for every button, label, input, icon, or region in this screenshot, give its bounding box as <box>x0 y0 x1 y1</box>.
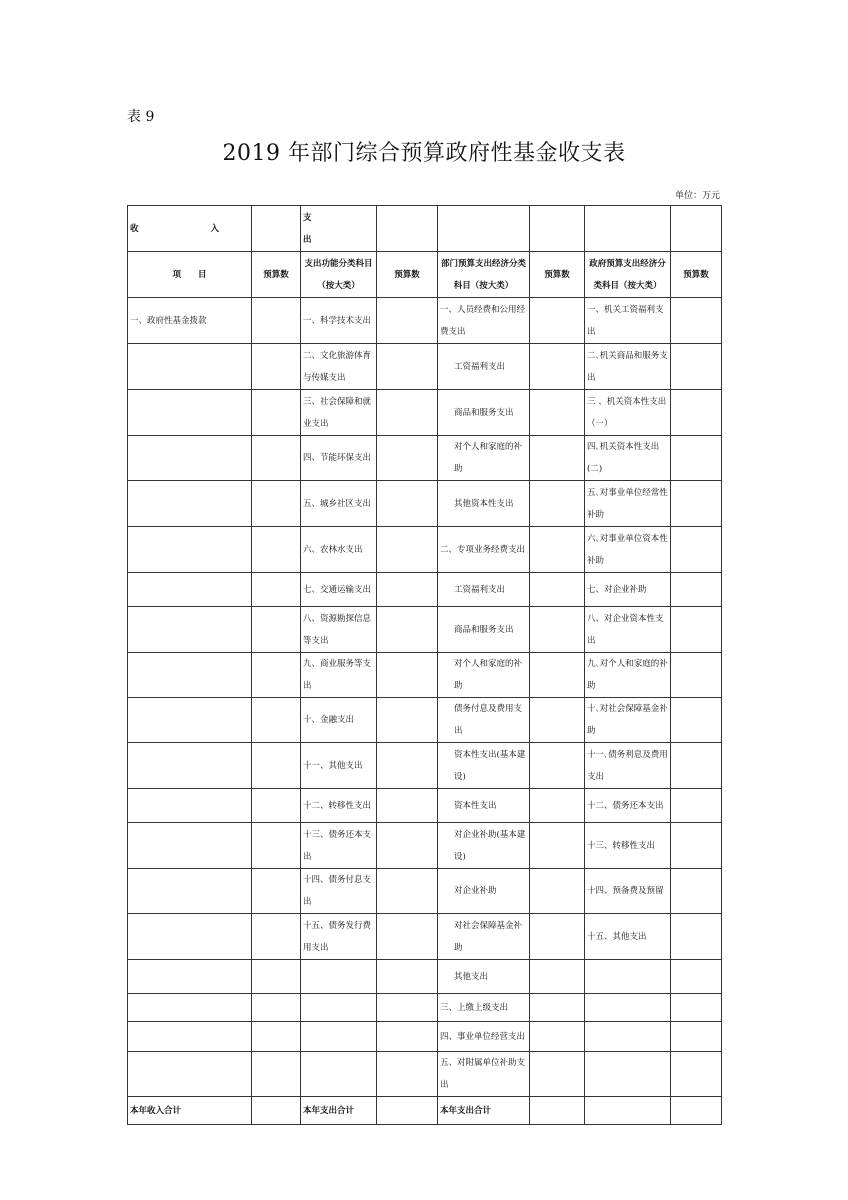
dept-econ-cell: 资本性支出 <box>438 789 530 823</box>
dept-econ-cell: 三、上缴上级支出 <box>438 994 530 1022</box>
dept-econ-cell: 四、事业单位经营支出 <box>438 1022 530 1052</box>
table-row <box>128 436 722 481</box>
func-class-cell: 一、科学技术支出 <box>301 298 377 344</box>
gov-budget-cell <box>671 573 722 607</box>
dept-budget-cell <box>530 789 585 823</box>
table-row <box>128 390 722 436</box>
col-header-budget-4: 预算数 <box>671 252 722 298</box>
dept-budget-cell <box>530 573 585 607</box>
dept-budget-cell <box>530 481 585 527</box>
dept-budget-cell <box>530 994 585 1022</box>
income-item-cell <box>128 527 252 573</box>
gov-budget-cell <box>671 823 722 869</box>
gov-econ-cell: 六､对事业单位资本性补助 <box>585 527 671 573</box>
dept-budget-cell <box>530 823 585 869</box>
gov-econ-cell <box>585 1052 671 1097</box>
income-item-cell <box>128 344 252 390</box>
table-row <box>128 1052 722 1097</box>
func-budget-cell <box>377 436 438 481</box>
income-item-cell <box>128 869 252 914</box>
gov-budget-cell <box>671 481 722 527</box>
gov-econ-cell: 十一､债务利息及费用支出 <box>585 743 671 789</box>
dept-econ-cell: 其他资本性支出 <box>438 481 530 527</box>
total-dept-budget <box>530 1097 585 1125</box>
gov-econ-cell: 十二、债务还本支出 <box>585 789 671 823</box>
gov-econ-cell: 九､对个人和家庭的补助 <box>585 653 671 698</box>
func-class-cell <box>301 1052 377 1097</box>
income-item-cell <box>128 743 252 789</box>
gov-budget-cell <box>671 1022 722 1052</box>
func-class-cell: 十、金融支出 <box>301 698 377 743</box>
income-budget-cell <box>252 960 301 994</box>
gov-econ-cell: 五､对事业单位经常性补助 <box>585 481 671 527</box>
table-row <box>128 789 722 823</box>
dept-econ-cell: 对企业补助(基本建设) <box>438 823 530 869</box>
gov-econ-cell: 一、机关工资福利支出 <box>585 298 671 344</box>
total-func-label: 本年支出合计 <box>301 1097 377 1125</box>
dept-budget-cell <box>530 1052 585 1097</box>
income-item-cell <box>128 607 252 653</box>
func-budget-cell <box>377 743 438 789</box>
func-budget-cell <box>377 653 438 698</box>
income-budget-cell <box>252 698 301 743</box>
func-budget-cell <box>377 390 438 436</box>
dept-budget-cell <box>530 743 585 789</box>
income-budget-cell <box>252 869 301 914</box>
gov-econ-cell: 十四、预备费及预留 <box>585 869 671 914</box>
income-item-cell <box>128 1052 252 1097</box>
col-header-func-class: 支出功能分类科目（按大类） <box>301 252 377 298</box>
gov-budget-cell <box>671 743 722 789</box>
gov-econ-cell: 七、对企业补助 <box>585 573 671 607</box>
gov-budget-cell <box>671 914 722 960</box>
col-header-gov-econ-class: 政府预算支出经济分类科目（按大类） <box>585 252 671 298</box>
income-budget-cell <box>252 573 301 607</box>
income-budget-cell <box>252 914 301 960</box>
income-budget-cell <box>252 1022 301 1052</box>
func-class-cell: 二、文化旅游体育与传媒支出 <box>301 344 377 390</box>
dept-budget-cell <box>530 298 585 344</box>
gov-budget-cell <box>671 960 722 994</box>
table-row <box>128 573 722 607</box>
dept-econ-cell: 债务付息及费用支出 <box>438 698 530 743</box>
income-item-cell <box>128 994 252 1022</box>
income-budget-cell <box>252 607 301 653</box>
budget-table <box>127 205 722 1125</box>
func-budget-cell <box>377 573 438 607</box>
func-budget-cell <box>377 789 438 823</box>
income-header-cell <box>128 206 252 252</box>
total-income-label: 本年收入合计 <box>128 1097 252 1125</box>
gov-econ-cell: 二､机关商品和服务支出 <box>585 344 671 390</box>
gov-econ-cell: 十五、其他支出 <box>585 914 671 960</box>
gov-econ-cell: 三 、机关资本性支出（一） <box>585 390 671 436</box>
dept-econ-cell: 对社会保障基金补助 <box>438 914 530 960</box>
gov-econ-cell <box>585 994 671 1022</box>
income-budget-cell <box>252 1052 301 1097</box>
income-item-cell <box>128 436 252 481</box>
col-header-dept-econ-class: 部门预算支出经济分类科目（按大类） <box>438 252 530 298</box>
gov-budget-cell <box>671 653 722 698</box>
income-budget-cell <box>252 743 301 789</box>
col-header-budget-2: 预算数 <box>377 252 438 298</box>
income-item-cell <box>128 390 252 436</box>
gov-econ-cell <box>585 960 671 994</box>
income-item-cell <box>128 698 252 743</box>
dept-econ-cell: 其他支出 <box>438 960 530 994</box>
func-budget-cell <box>377 481 438 527</box>
func-class-cell: 八、资源勘探信息等支出 <box>301 607 377 653</box>
func-budget-cell <box>377 344 438 390</box>
table-row <box>128 1022 722 1052</box>
dept-econ-cell: 商品和服务支出 <box>438 390 530 436</box>
dept-budget-cell <box>530 1022 585 1052</box>
dept-budget-cell <box>530 607 585 653</box>
gov-budget-cell <box>671 698 722 743</box>
table-row <box>128 914 722 960</box>
gov-budget-cell <box>671 607 722 653</box>
func-class-cell: 十三、债务还本支出 <box>301 823 377 869</box>
func-class-cell <box>301 1022 377 1052</box>
gov-budget-cell <box>671 869 722 914</box>
income-item-cell <box>128 789 252 823</box>
col-header-budget-3: 预算数 <box>530 252 585 298</box>
gov-econ-cell: 八、对企业资本性支出 <box>585 607 671 653</box>
gov-budget-cell <box>671 527 722 573</box>
func-budget-cell <box>377 698 438 743</box>
expense-char-1: 支 <box>303 212 312 223</box>
income-char-2: 入 <box>210 223 219 234</box>
total-gov-budget <box>671 1097 722 1125</box>
func-budget-cell <box>377 914 438 960</box>
total-gov-label <box>585 1097 671 1125</box>
dept-budget-cell <box>530 653 585 698</box>
income-item-cell <box>128 960 252 994</box>
dept-econ-cell: 二、专项业务经费支出 <box>438 527 530 573</box>
table-row <box>128 344 722 390</box>
total-income-budget <box>252 1097 301 1125</box>
table-row <box>128 481 722 527</box>
dept-econ-cell: 工资福利支出 <box>438 573 530 607</box>
dept-budget-cell <box>530 869 585 914</box>
income-item-cell <box>128 914 252 960</box>
gov-econ-cell: 十三、转移性支出 <box>585 823 671 869</box>
table-row <box>128 607 722 653</box>
func-class-cell: 五、城乡社区支出 <box>301 481 377 527</box>
dept-econ-cell: 商品和服务支出 <box>438 607 530 653</box>
dept-budget-cell <box>530 436 585 481</box>
func-class-cell: 九、商业服务等支出 <box>301 653 377 698</box>
dept-econ-cell: 资本性支出(基本建设) <box>438 743 530 789</box>
income-item-cell <box>128 1022 252 1052</box>
func-class-cell <box>301 994 377 1022</box>
gov-econ-cell: 十､对社会保障基金补助 <box>585 698 671 743</box>
income-char-1: 收 <box>130 223 139 234</box>
expense-char-2: 出 <box>303 234 312 245</box>
income-item-cell <box>128 573 252 607</box>
dept-budget-cell <box>530 698 585 743</box>
func-budget-cell <box>377 823 438 869</box>
dept-econ-cell: 对个人和家庭的补助 <box>438 436 530 481</box>
func-class-cell: 六、农林水支出 <box>301 527 377 573</box>
func-budget-cell <box>377 994 438 1022</box>
gov-budget-cell <box>671 390 722 436</box>
gov-budget-cell <box>671 994 722 1022</box>
func-class-cell: 十二、转移性支出 <box>301 789 377 823</box>
income-item-cell: 一、政府性基金拨款 <box>128 298 252 344</box>
func-budget-cell <box>377 1022 438 1052</box>
dept-econ-cell: 对企业补助 <box>438 869 530 914</box>
func-class-cell: 十一、其他支出 <box>301 743 377 789</box>
income-item-cell <box>128 823 252 869</box>
dept-budget-cell <box>530 390 585 436</box>
table-row <box>128 823 722 869</box>
income-budget-cell <box>252 789 301 823</box>
dept-econ-cell: 五、对附属单位补助支出 <box>438 1052 530 1097</box>
income-budget-cell <box>252 527 301 573</box>
gov-econ-cell: 四､机关资本性支出(二) <box>585 436 671 481</box>
total-func-budget <box>377 1097 438 1125</box>
expense-header-cell <box>301 206 377 252</box>
table-number: 表 9 <box>127 109 155 125</box>
income-budget-cell <box>252 298 301 344</box>
dept-econ-cell: 对个人和家庭的补助 <box>438 653 530 698</box>
income-budget-cell <box>252 653 301 698</box>
page-title: 2019 年部门综合预算政府性基金收支表 <box>222 141 626 166</box>
func-class-cell: 十四、债务付息支出 <box>301 869 377 914</box>
table-row <box>128 527 722 573</box>
func-budget-cell <box>377 298 438 344</box>
col-header-item: 项 目 <box>128 252 252 298</box>
dept-econ-cell: 一、人员经费和公用经费支出 <box>438 298 530 344</box>
income-budget-cell <box>252 344 301 390</box>
income-budget-cell <box>252 994 301 1022</box>
gov-budget-cell <box>671 298 722 344</box>
func-class-cell <box>301 960 377 994</box>
gov-econ-cell <box>585 1022 671 1052</box>
func-class-cell: 四、节能环保支出 <box>301 436 377 481</box>
unit-label: 单位：万元 <box>674 191 720 201</box>
income-budget-cell <box>252 481 301 527</box>
table-row <box>128 698 722 743</box>
table-row <box>128 869 722 914</box>
dept-econ-cell: 工资福利支出 <box>438 344 530 390</box>
income-budget-cell <box>252 390 301 436</box>
column-header-row <box>128 252 722 298</box>
table-row <box>128 743 722 789</box>
dept-budget-cell <box>530 960 585 994</box>
totals-row <box>128 1097 722 1125</box>
income-budget-cell <box>252 823 301 869</box>
func-budget-cell <box>377 869 438 914</box>
dept-budget-cell <box>530 527 585 573</box>
dept-budget-cell <box>530 344 585 390</box>
table-row <box>128 994 722 1022</box>
func-class-cell: 十五、债务发行费用支出 <box>301 914 377 960</box>
gov-budget-cell <box>671 1052 722 1097</box>
func-class-cell: 七、交通运输支出 <box>301 573 377 607</box>
func-budget-cell <box>377 1052 438 1097</box>
gov-budget-cell <box>671 436 722 481</box>
gov-budget-cell <box>671 789 722 823</box>
col-header-budget-1: 预算数 <box>252 252 301 298</box>
func-budget-cell <box>377 960 438 994</box>
income-item-cell <box>128 481 252 527</box>
func-budget-cell <box>377 607 438 653</box>
table-row <box>128 960 722 994</box>
income-item-cell <box>128 653 252 698</box>
table-row <box>128 298 722 344</box>
func-budget-cell <box>377 527 438 573</box>
dept-budget-cell <box>530 914 585 960</box>
top-header-row <box>128 206 722 252</box>
income-budget-cell <box>252 436 301 481</box>
gov-budget-cell <box>671 344 722 390</box>
func-class-cell: 三、社会保障和就业支出 <box>301 390 377 436</box>
total-dept-label: 本年支出合计 <box>438 1097 530 1125</box>
table-row <box>128 653 722 698</box>
